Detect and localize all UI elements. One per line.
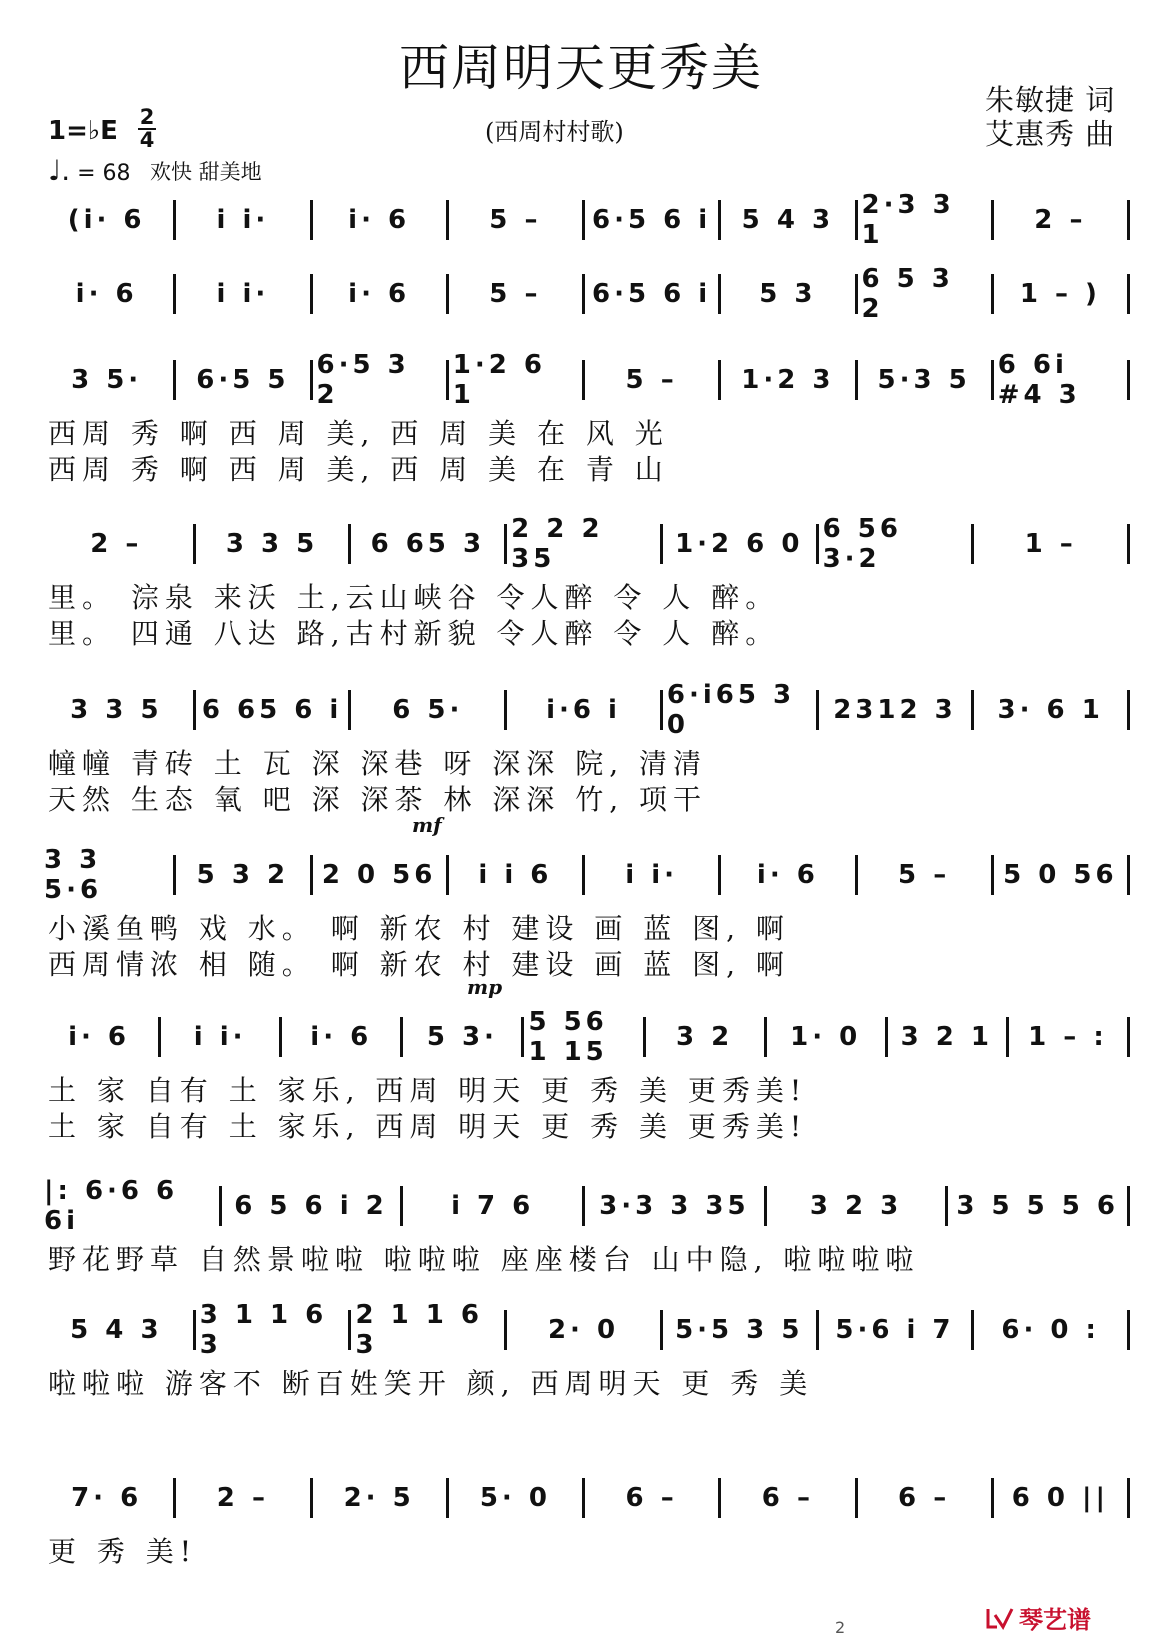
measure-notes: 2· 0 xyxy=(547,1315,620,1345)
measure xyxy=(313,1478,449,1518)
measure xyxy=(196,690,352,730)
measure-notes: 1·2 6 1 xyxy=(452,350,546,410)
measure xyxy=(767,1186,949,1226)
measure-notes: 2312 3 xyxy=(833,695,957,725)
measure xyxy=(994,1478,1130,1518)
measure-notes: 1 – ) xyxy=(1019,279,1101,309)
measure-notes: 3 3 5 xyxy=(225,529,319,559)
notation-row xyxy=(40,1007,1130,1067)
measure-notes: 5 3 xyxy=(759,279,817,309)
measure-notes: 5 3· xyxy=(426,1022,498,1052)
measure-notes: 2 0 56 xyxy=(321,860,437,890)
page-title: 西周明天更秀美 xyxy=(399,39,763,97)
measure-notes: 6 5 6 i 2 xyxy=(234,1191,388,1221)
measure xyxy=(994,274,1130,314)
measure-notes: i· 6 xyxy=(310,1022,373,1052)
measure-notes: 2· 5 xyxy=(343,1483,415,1513)
tempo-marking xyxy=(48,154,131,187)
measure xyxy=(819,690,975,730)
lyric-line: 土 家 自有 土 家乐, 西周 明天 更 秀 美 更秀美! xyxy=(48,1074,808,1107)
measure xyxy=(40,524,196,564)
measure-notes: 6· 0 : xyxy=(1001,1315,1100,1345)
measure xyxy=(449,1478,585,1518)
measure xyxy=(40,274,176,314)
measure-notes: i 7 6 xyxy=(451,1191,535,1221)
measure-notes: 2 1 1 6 3 xyxy=(355,1300,483,1360)
notation-row xyxy=(40,350,1130,410)
measure xyxy=(663,1310,819,1350)
notation-row xyxy=(40,514,1130,574)
measure xyxy=(974,524,1130,564)
measure xyxy=(974,690,1130,730)
notation-row xyxy=(40,1176,1130,1236)
logo-text: 琴艺谱 xyxy=(1019,1606,1091,1634)
measure-notes: 1 – xyxy=(1024,529,1077,559)
measure-notes: 6·5 6 i xyxy=(592,279,712,309)
measure-notes: 1·2 3 xyxy=(741,365,835,395)
measure-notes: 3 5 5 5 6 xyxy=(956,1191,1120,1221)
measure-notes: 6·i65 3 0 xyxy=(666,680,796,740)
lyricist-credit: 朱敏捷 词 xyxy=(985,83,1116,117)
measure-notes: 5 – xyxy=(489,279,542,309)
measure-notes: i i· xyxy=(216,279,270,309)
measure xyxy=(663,524,819,564)
measure-notes: 3 3 5 xyxy=(70,695,163,725)
measure xyxy=(40,845,176,905)
measure xyxy=(176,855,312,895)
measure xyxy=(585,855,721,895)
dynamic-marking: mp xyxy=(467,975,503,999)
measure xyxy=(858,360,994,400)
measure xyxy=(507,1310,663,1350)
notation-row xyxy=(40,1300,1130,1360)
measure-notes: 1·2 6 0 xyxy=(675,529,804,559)
measure-notes: 5·5 3 5 xyxy=(675,1315,804,1345)
lyric-line: 啦啦啦 游客不 断百姓笑开 颜, 西周明天 更 秀 美 xyxy=(48,1367,814,1400)
measure-notes: 5·3 5 xyxy=(877,365,971,395)
measure-notes: 5 4 3 xyxy=(741,205,835,235)
measure xyxy=(721,1478,857,1518)
measure xyxy=(819,1310,975,1350)
time-signature-bottom: 4 xyxy=(139,128,155,152)
measure-notes: 3 5· xyxy=(71,365,143,395)
measure xyxy=(858,1478,994,1518)
measure-notes: 1· 0 xyxy=(790,1022,862,1052)
measure-notes: 6·5 6 i xyxy=(592,205,712,235)
measure-notes: 5 4 3 xyxy=(70,1315,163,1345)
lyric-line: 西周 秀 啊 西 周 美, 西 周 美 在 青 山 xyxy=(48,453,669,486)
measure xyxy=(40,360,176,400)
measure xyxy=(721,200,857,240)
measure xyxy=(40,1310,196,1350)
measure xyxy=(176,274,312,314)
measure xyxy=(994,200,1130,240)
measure xyxy=(767,1017,888,1057)
measure xyxy=(858,264,994,324)
measure xyxy=(449,855,585,895)
lyric-line: 土 家 自有 土 家乐, 西周 明天 更 秀 美 更秀美! xyxy=(48,1110,808,1143)
site-logo xyxy=(985,1600,1091,1635)
measure xyxy=(403,1017,524,1057)
time-signature xyxy=(138,105,156,152)
lyric-line: 幢幢 青砖 土 瓦 深 深巷 呀 深深 院, 清清 xyxy=(48,747,708,780)
measure-notes: 6 5 3 2 xyxy=(861,264,954,324)
measure xyxy=(222,1186,404,1226)
notation-row xyxy=(40,680,1130,740)
measure xyxy=(994,855,1130,895)
measure-notes: 7· 6 xyxy=(71,1483,143,1513)
measure-notes: 6 5· xyxy=(392,695,464,725)
measure xyxy=(858,190,994,250)
dynamic-marking: mf xyxy=(412,813,442,837)
composer-credit: 艾惠秀 曲 xyxy=(985,117,1116,151)
measure xyxy=(948,1186,1130,1226)
measure-notes: 6 – xyxy=(898,1483,951,1513)
measure xyxy=(646,1017,767,1057)
measure-notes: i· 6 xyxy=(75,279,138,309)
measure-notes: 6 56 3·2 xyxy=(822,514,902,574)
measure-notes: 6 65 6 i xyxy=(201,695,343,725)
measure-notes: 2·3 3 1 xyxy=(861,190,955,250)
measure xyxy=(40,1478,176,1518)
measure-notes: 2 – xyxy=(90,529,143,559)
measure xyxy=(858,855,994,895)
tempo-value: = 68 xyxy=(77,161,131,186)
tempo-description: 欢快 甜美地 xyxy=(150,160,262,184)
key-signature: 1=♭E xyxy=(48,116,118,146)
measure xyxy=(449,350,585,410)
measure xyxy=(449,200,585,240)
measure xyxy=(403,1186,585,1226)
notation-row xyxy=(40,190,1130,250)
notation-row xyxy=(40,845,1130,905)
measure-notes: 6 6i #4 3 xyxy=(997,350,1081,410)
measure-notes: 5 – xyxy=(625,365,678,395)
measure xyxy=(721,360,857,400)
measure-notes: 3 3 5·6 xyxy=(44,845,103,905)
measure-notes: 6 – xyxy=(761,1483,814,1513)
measure-notes: 5 – xyxy=(489,205,542,235)
measure-notes: 6 0 || xyxy=(1011,1483,1110,1513)
measure xyxy=(176,1478,312,1518)
measure-notes: i i· xyxy=(216,205,270,235)
measure xyxy=(449,274,585,314)
measure-notes: 2 – xyxy=(1034,205,1087,235)
lyric-line: 更 秀 美! xyxy=(48,1535,198,1568)
measure-notes: 5· 0 xyxy=(479,1483,551,1513)
time-signature-top: 2 xyxy=(139,105,155,129)
measure xyxy=(313,350,449,410)
measure-notes: i· 6 xyxy=(348,205,411,235)
measure xyxy=(974,1310,1130,1350)
notation-row xyxy=(40,264,1130,324)
measure xyxy=(663,680,819,740)
measure xyxy=(40,1176,222,1236)
measure-notes: 2 2 2 35 xyxy=(511,514,604,574)
lyric-line: 野花野草 自然景啦啦 啦啦啦 座座楼台 山中隐, 啦啦啦啦 xyxy=(48,1243,920,1276)
measure xyxy=(585,1478,721,1518)
measure xyxy=(351,524,507,564)
measure xyxy=(313,274,449,314)
measure xyxy=(196,1300,352,1360)
lyric-line: 里。 四通 八达 路,古村新貌 令人醉 令 人 醉。 xyxy=(48,617,780,650)
logo-icon xyxy=(985,1605,1015,1631)
measure-notes: i i· xyxy=(625,860,678,890)
measure-notes: i i· xyxy=(193,1022,247,1052)
measure xyxy=(40,1017,161,1057)
measure-notes: 6 – xyxy=(625,1483,678,1513)
measure xyxy=(40,690,196,730)
measure-notes: 6 65 3 xyxy=(370,529,486,559)
measure xyxy=(888,1017,1009,1057)
measure-notes: 5·6 i 7 xyxy=(835,1315,955,1345)
measure-notes: |: 6·6 6 6i xyxy=(44,1176,179,1236)
page-number: 2 xyxy=(835,1618,846,1637)
subtitle: (西周村村歌) xyxy=(485,118,624,146)
measure-notes: 5 0 56 xyxy=(1003,860,1118,890)
measure-notes: i· 6 xyxy=(348,279,411,309)
measure-notes: 5 3 2 xyxy=(196,860,290,890)
measure-notes: 5 – xyxy=(898,860,951,890)
measure xyxy=(721,855,857,895)
measure-notes: 6·5 5 xyxy=(196,365,290,395)
quarter-note-icon: ♩. xyxy=(48,154,71,187)
measure xyxy=(721,274,857,314)
lyric-line: 里。 淙泉 来沃 土,云山峡谷 令人醉 令 人 醉。 xyxy=(48,581,780,614)
measure xyxy=(40,200,176,240)
measure-notes: i·6 i xyxy=(546,695,621,725)
measure xyxy=(585,274,721,314)
measure-notes: 3 2 1 xyxy=(900,1022,994,1052)
measure-notes: 3 1 1 6 3 xyxy=(199,1300,328,1360)
measure-notes: (i· 6 xyxy=(67,205,146,235)
measure-notes: 2 – xyxy=(216,1483,269,1513)
measure-notes: 1 – : xyxy=(1028,1022,1108,1052)
measure-notes: 5 56 1 15 xyxy=(528,1007,608,1067)
measure xyxy=(994,350,1130,410)
measure xyxy=(351,1300,507,1360)
measure xyxy=(819,514,975,574)
measure xyxy=(585,200,721,240)
measure xyxy=(313,855,449,895)
measure xyxy=(507,514,663,574)
measure xyxy=(585,360,721,400)
notation-row xyxy=(40,1478,1130,1518)
measure xyxy=(313,200,449,240)
measure-notes: 3·3 3 35 xyxy=(599,1191,750,1221)
measure xyxy=(351,690,507,730)
measure-notes: 3· 6 1 xyxy=(997,695,1104,725)
measure xyxy=(1009,1017,1130,1057)
measure-notes: i· 6 xyxy=(756,860,819,890)
measure xyxy=(176,360,312,400)
measure xyxy=(585,1186,767,1226)
measure-notes: i i 6 xyxy=(478,860,553,890)
measure xyxy=(176,200,312,240)
lyric-line: 西周 秀 啊 西 周 美, 西 周 美 在 风 光 xyxy=(48,417,669,450)
measure-notes: 6·5 3 2 xyxy=(316,350,410,410)
measure xyxy=(282,1017,403,1057)
measure xyxy=(524,1007,645,1067)
lyric-line: 西周情浓 相 随。 啊 新农 村 建设 画 蓝 图, 啊 xyxy=(48,948,790,981)
measure-notes: i· 6 xyxy=(68,1022,131,1052)
measure-notes: 3 2 3 xyxy=(809,1191,903,1221)
lyric-line: 天然 生态 氧 吧 深 深茶 林 深深 竹, 项干 xyxy=(48,783,708,816)
measure xyxy=(507,690,663,730)
measure xyxy=(196,524,352,564)
measure xyxy=(161,1017,282,1057)
measure-notes: 3 2 xyxy=(675,1022,734,1052)
lyric-line: 小溪鱼鸭 戏 水。 啊 新农 村 建设 画 蓝 图, 啊 xyxy=(48,912,790,945)
